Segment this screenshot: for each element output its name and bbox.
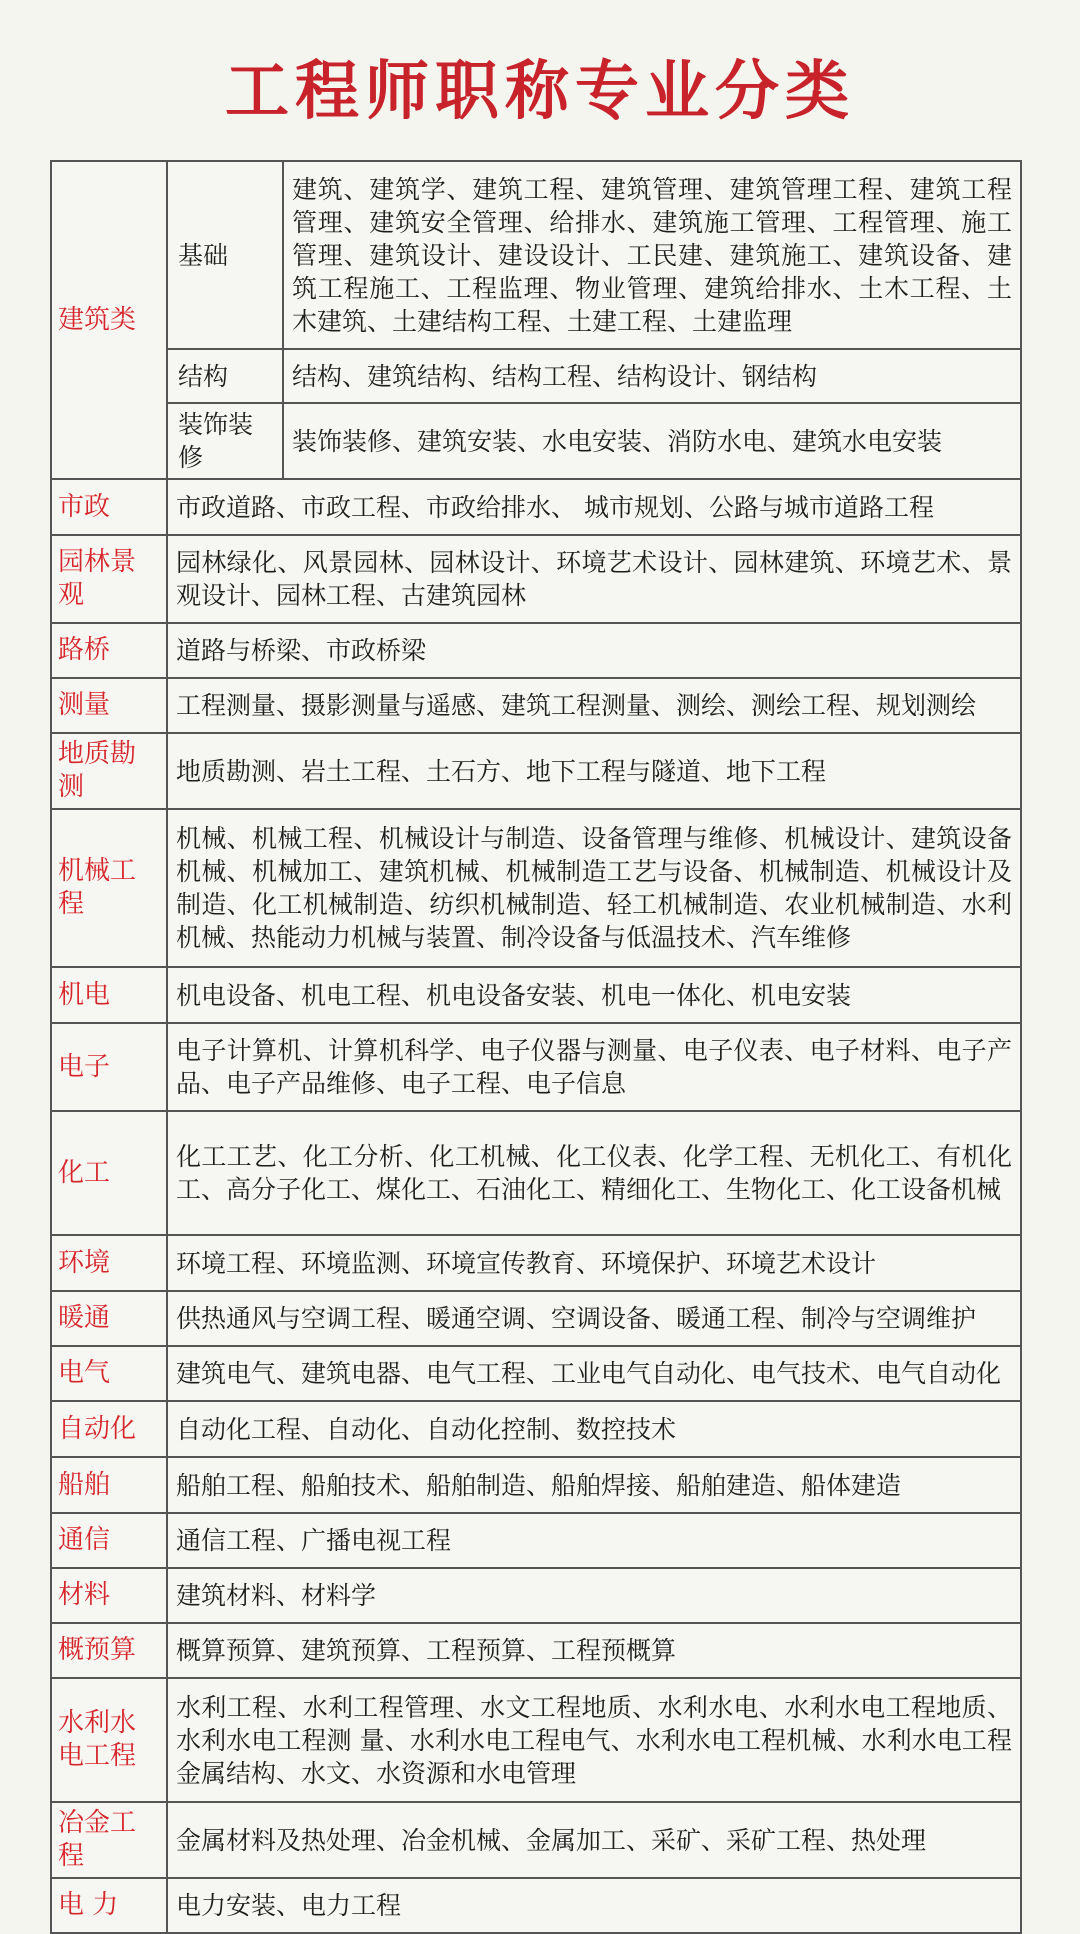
specialty-list: 结构、建筑结构、结构工程、结构设计、钢结构 <box>283 349 1021 403</box>
specialty-list: 建筑、建筑学、建筑工程、建筑管理、建筑管理工程、建筑工程管理、建筑安全管理、给排水、建筑施工管理、工程管理、施工管理、建筑设计、建设设计、工民建、建筑施工、建筑设备、建筑工程施工、工程监理、物业管理、建筑给排水、土木工程、土木建筑、土建结构工程、土建工程、土建监理 <box>283 161 1021 349</box>
category-label: 机电 <box>51 967 167 1023</box>
specialty-list: 工程测量、摄影测量与遥感、建筑工程测量、测绘、测绘工程、规划测绘 <box>167 678 1021 733</box>
specialty-list: 环境工程、环境监测、环境宣传教育、环境保护、环境艺术设计 <box>167 1235 1021 1291</box>
specialty-list: 园林绿化、风景园林、园林设计、环境艺术设计、园林建筑、环境艺术、景观设计、园林工程、古建筑园林 <box>167 535 1021 623</box>
category-label: 电气 <box>51 1346 167 1401</box>
specialty-list: 金属材料及热处理、冶金机械、金属加工、采矿、采矿工程、热处理 <box>167 1802 1021 1878</box>
category-label: 材料 <box>51 1568 167 1623</box>
profession-table <box>50 160 1022 1934</box>
category-label: 测量 <box>51 678 167 733</box>
category-label: 电子 <box>51 1023 167 1111</box>
specialty-list: 装饰装修、建筑安装、水电安装、消防水电、建筑水电安装 <box>283 403 1021 479</box>
specialty-list: 地质勘测、岩土工程、土石方、地下工程与隧道、地下工程 <box>167 733 1021 809</box>
category-label: 建筑类 <box>51 161 167 479</box>
specialty-list: 通信工程、广播电视工程 <box>167 1513 1021 1568</box>
specialty-list: 船舶工程、船舶技术、船舶制造、船舶焊接、船舶建造、船体建造 <box>167 1457 1021 1513</box>
table-row <box>51 1023 1021 1111</box>
category-label: 机械工程 <box>51 809 167 967</box>
specialty-list: 建筑电气、建筑电器、电气工程、工业电气自动化、电气技术、电气自动化 <box>167 1346 1021 1401</box>
specialty-list: 水利工程、水利工程管理、水文工程地质、水利水电、水利水电工程地质、水利水电工程测 量、水利水电工程电气、水利水电工程机械、水利水电工程金属结构、水文、水资源和水电管理 <box>167 1678 1021 1802</box>
table-row <box>51 349 1021 403</box>
category-label: 地质勘测 <box>51 733 167 809</box>
table-row <box>51 1513 1021 1568</box>
specialty-list: 机电设备、机电工程、机电设备安装、机电一体化、机电安装 <box>167 967 1021 1023</box>
table-row <box>51 1623 1021 1678</box>
specialty-list: 电力安装、电力工程 <box>167 1878 1021 1933</box>
table-row <box>51 733 1021 809</box>
table-row <box>51 678 1021 733</box>
table-row <box>51 1346 1021 1401</box>
subcategory-label: 装饰装修 <box>167 403 283 479</box>
table-row <box>51 623 1021 678</box>
page-title: 工程师职称专业分类 <box>225 55 855 129</box>
category-label: 环境 <box>51 1235 167 1291</box>
subcategory-label: 结构 <box>167 349 283 403</box>
category-label: 冶金工程 <box>51 1802 167 1878</box>
specialty-list: 供热通风与空调工程、暖通空调、空调设备、暖通工程、制冷与空调维护 <box>167 1291 1021 1346</box>
table-row <box>51 403 1021 479</box>
category-label: 园林景观 <box>51 535 167 623</box>
specialty-list: 市政道路、市政工程、市政给排水、 城市规划、公路与城市道路工程 <box>167 479 1021 535</box>
table-row <box>51 479 1021 535</box>
table-row <box>51 1291 1021 1346</box>
specialty-list: 概算预算、建筑预算、工程预算、工程预概算 <box>167 1623 1021 1678</box>
table-row <box>51 809 1021 967</box>
category-label: 通信 <box>51 1513 167 1568</box>
specialty-list: 电子计算机、计算机科学、电子仪器与测量、电子仪表、电子材料、电子产品、电子产品维修、电子工程、电子信息 <box>167 1023 1021 1111</box>
table-row <box>51 1401 1021 1457</box>
specialty-list: 道路与桥梁、市政桥梁 <box>167 623 1021 678</box>
table-row <box>51 1878 1021 1933</box>
table-row <box>51 967 1021 1023</box>
category-label: 水利水电工程 <box>51 1678 167 1802</box>
table-row <box>51 161 1021 349</box>
category-label: 电 力 <box>51 1878 167 1933</box>
specialty-list: 建筑材料、材料学 <box>167 1568 1021 1623</box>
table-row <box>51 1235 1021 1291</box>
category-label: 船舶 <box>51 1457 167 1513</box>
specialty-list: 机械、机械工程、机械设计与制造、设备管理与维修、机械设计、建筑设备机械、机械加工、建筑机械、机械制造工艺与设备、机械制造、机械设计及制造、化工机械制造、纺织机械制造、轻工机械制造、农业机械制造、水利机械、热能动力机械与装置、制冷设备与低温技术、汽车维修 <box>167 809 1021 967</box>
category-label: 路桥 <box>51 623 167 678</box>
table-row <box>51 1111 1021 1235</box>
table-row <box>51 1678 1021 1802</box>
table-row <box>51 1568 1021 1623</box>
table-row <box>51 1457 1021 1513</box>
specialty-list: 自动化工程、自动化、自动化控制、数控技术 <box>167 1401 1021 1457</box>
table-row <box>51 1802 1021 1878</box>
category-label: 概预算 <box>51 1623 167 1678</box>
category-label: 市政 <box>51 479 167 535</box>
table-row <box>51 535 1021 623</box>
specialty-list: 化工工艺、化工分析、化工机械、化工仪表、化学工程、无机化工、有机化工、高分子化工、煤化工、石油化工、精细化工、生物化工、化工设备机械 <box>167 1111 1021 1235</box>
category-label: 化工 <box>51 1111 167 1235</box>
category-label: 暖通 <box>51 1291 167 1346</box>
category-label: 自动化 <box>51 1401 167 1457</box>
subcategory-label: 基础 <box>167 161 283 349</box>
